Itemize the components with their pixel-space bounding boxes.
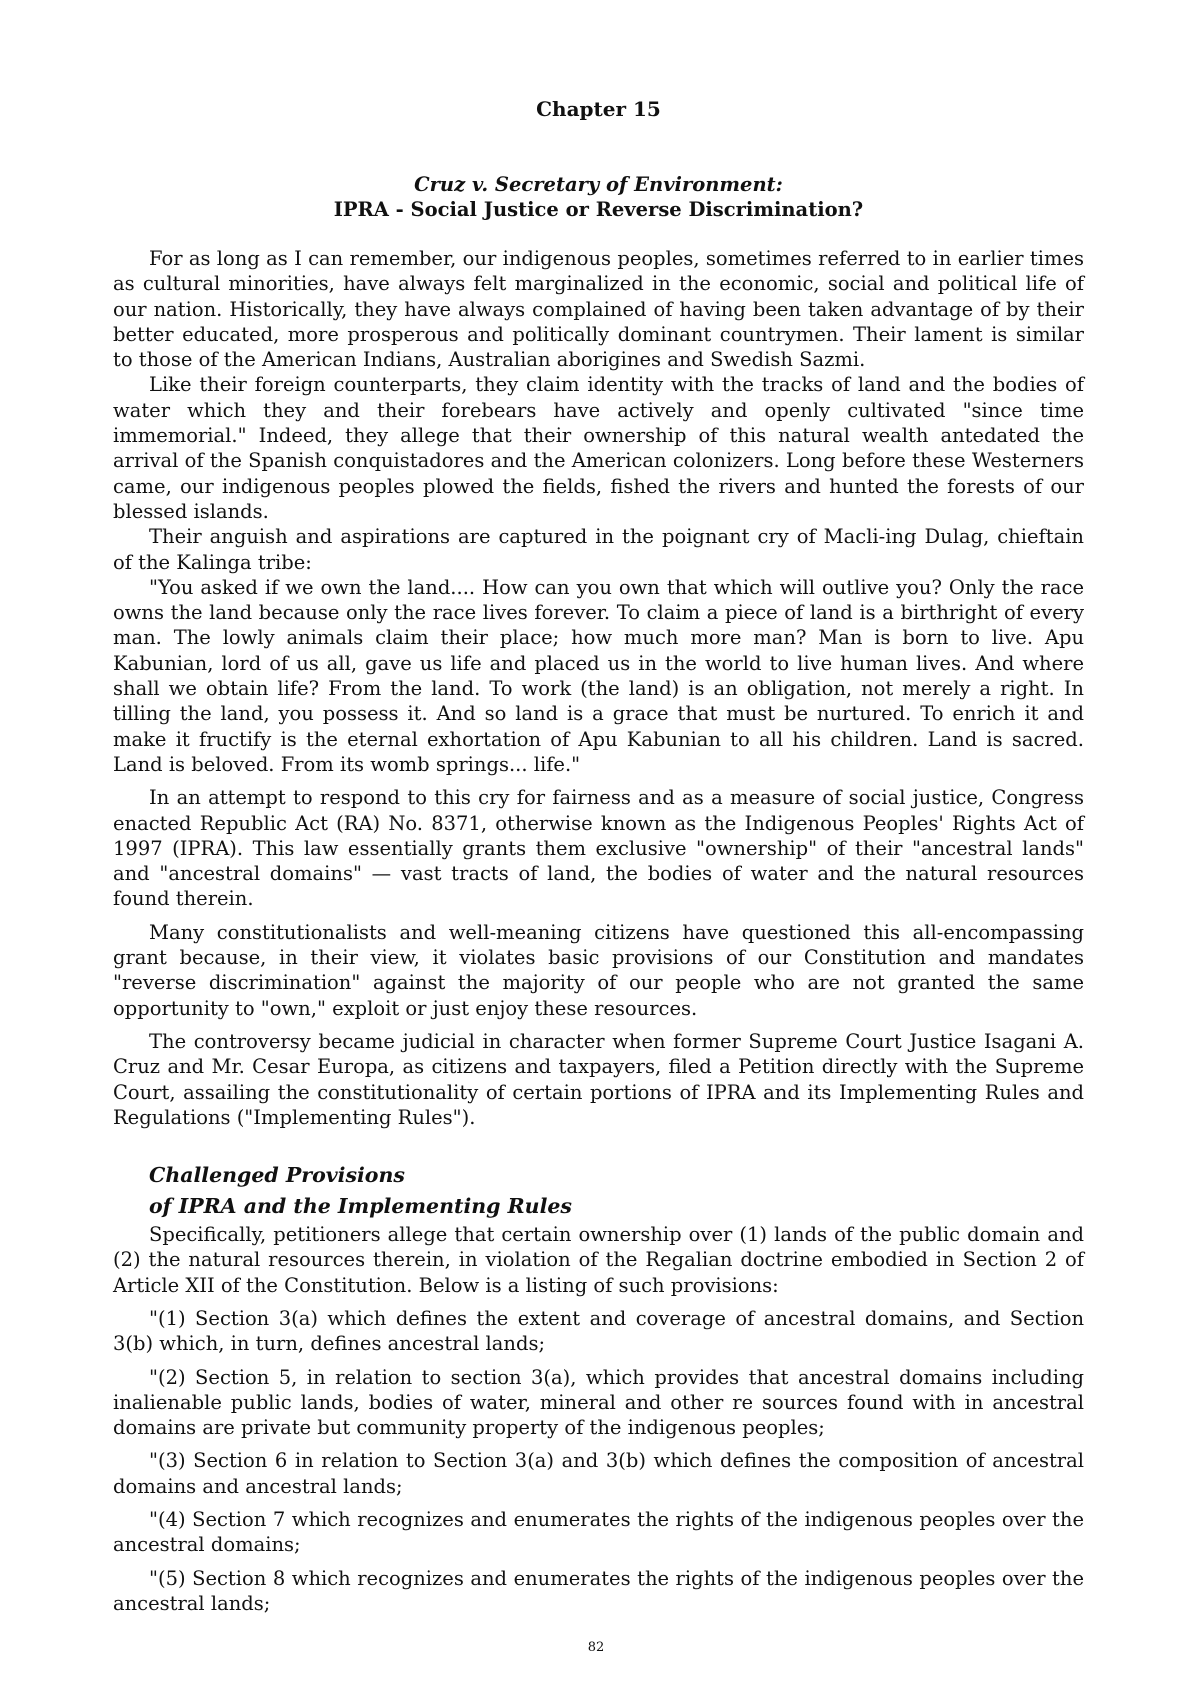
body-paragraph: The controversy became judicial in character when former Supreme Court Justice Isagani A. Cruz and Mr. Cesar Europa, as citizens and taxpayers, filed a Petition directly with the Supreme Court, assailing the constitutionality of certain portions of IPRA and its Implementing Rules and Regulations ("Implementing Rules"). <box>113 1029 1084 1129</box>
case-subtitle: IPRA - Social Justice or Reverse Discrimination? <box>333 198 864 221</box>
intro-section <box>113 246 1084 1130</box>
body-paragraph: Many constitutionalists and well-meaning citizens have questioned this all-encompassing grant because, in their view, it violates basic provisions of our Constitution and mandates "reverse discrimination" against the majority of our people who are not granted the same opportunity to "own," exploit or just enjoy these resources. <box>113 920 1084 1020</box>
body-paragraph: Like their foreign counterparts, they claim identity with the tracks of land and the bodies of water which they and their forebears have actively and openly cultivated "since time immemorial." Indeed, they allege that their ownership of this natural wealth antedated the arrival of the Spanish conquistadores and the American colonizers. Long before these Westerners came, our indigenous peoples plowed the fields, fished the rivers and hunted the forests of our blessed islands. <box>113 373 1084 523</box>
page-number: 82 <box>587 1640 605 1655</box>
body-paragraph: Specifically, petitioners allege that certain ownership over (1) lands of the public domain and (2) the natural resources therein, in violation of the Regalian doctrine embodied in Section 2 of Article XII of the Constitution. Below is a listing of such provisions: <box>113 1223 1084 1297</box>
provision-item: "(2) Section 5, in relation to section 3(a), which provides that ancestral domains including inalienable public lands, bodies of water, mineral and other re sources found with in ancestral domains are private but community property of the indigenous peoples; <box>113 1365 1084 1440</box>
body-paragraph: For as long as I can remember, our indigenous peoples, sometimes referred to in earlier times as cultural minorities, have always felt marginalized in the economic, social and political life of our nation. Historically, they have always complained of having been taken advantage of by their better educated, more prosperous and politically dominant countrymen. Their lament is similar to those of the American Indians, Australian aborigines and Swedish Sazmi. <box>113 247 1084 372</box>
quote-paragraph: "You asked if we own the land.... How can you own that which will outlive you? Only the race owns the land because only the race lives forever. To claim a piece of land is a birthright of every man. The lowly animals claim their place; how much more man? Man is born to live. Apu Kabunian, lord of us all, gave us life and placed us in the world to live human lives. And where shall we obtain life? From the land. To work (the land) is an obligation, not merely a right. In tilling the land, you possess it. And so land is a grace that must be nurtured. To enrich it and make it fructify is the eternal exhortation of Apu Kabunian to all his children. Land is sacred. Land is beloved. From its womb springs... life." <box>113 575 1084 776</box>
body-paragraph: In an attempt to respond to this cry for fairness and as a measure of social justice, Congress enacted Republic Act (RA) No. 8371, otherwise known as the Indigenous Peoples' Rights Act of 1997 (IPRA). This law essentially grants them exclusive "ownership" of their "ancestral lands" and "ancestral domains" — vast tracts of land, the bodies of water and the natural resources found therein. <box>113 786 1084 911</box>
provisions-section <box>113 1222 1084 1616</box>
document-page <box>113 96 1084 1616</box>
provision-item: "(1) Section 3(a) which defines the extent and coverage of ancestral domains, and Section 3(b) which, in turn, defines ancestral lands; <box>113 1306 1084 1356</box>
section-heading-line2: of IPRA and the Implementing Rules <box>149 1194 572 1219</box>
provision-item: "(3) Section 6 in relation to Section 3(a) and 3(b) which defines the composition of ancestral domains and ancestral lands; <box>113 1449 1084 1498</box>
body-paragraph: Their anguish and aspirations are captured in the poignant cry of Macli-ing Dulag, chieftain of the Kalinga tribe: <box>113 525 1084 574</box>
provision-item: "(5) Section 8 which recognizes and enumerates the rights of the indigenous peoples over the ancestral lands; <box>113 1566 1084 1615</box>
chapter-heading: Chapter 15 <box>536 97 661 121</box>
provision-item: "(4) Section 7 which recognizes and enumerates the rights of the indigenous peoples over the ancestral domains; <box>113 1508 1084 1557</box>
section-heading-line1: Challenged Provisions <box>149 1163 405 1188</box>
case-title: Cruz v. Secretary of Environment: <box>414 173 783 196</box>
